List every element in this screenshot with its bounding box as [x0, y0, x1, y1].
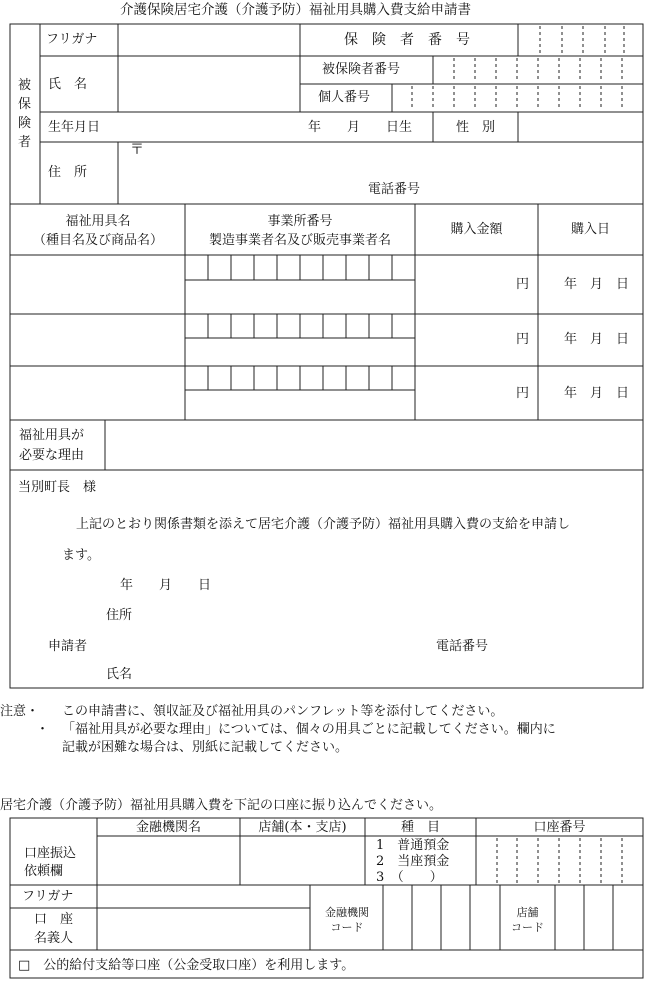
bank-intro: 居宅介護（介護予防）福祉用具購入費を下記の口座に振り込んでください。	[0, 798, 443, 813]
item-header: 福祉用具名	[65, 214, 131, 229]
office-subheader: 製造事業者名及び販売事業者名	[208, 233, 391, 248]
row-date-units: 年 月 日	[564, 386, 630, 401]
reason-input[interactable]	[107, 422, 641, 468]
applicant-label: 申請者	[48, 639, 88, 654]
postal-mark: 〒	[130, 142, 144, 158]
office-header: 事業所番号	[267, 214, 333, 229]
individual-number-input[interactable]	[394, 86, 641, 110]
transfer-label-line2: 依頼欄	[24, 864, 64, 879]
address-label: 住 所	[48, 165, 88, 180]
birth-date-units: 年 月 日生	[308, 120, 413, 135]
branch-input[interactable]	[242, 838, 363, 883]
type-option-ordinary[interactable]: 1 普通預金	[376, 838, 450, 853]
phone-label: 電話番号	[368, 182, 421, 197]
office-name-input[interactable]	[187, 340, 413, 364]
branch-header: 店舗(本・支店)	[258, 820, 347, 835]
office-name-input[interactable]	[187, 392, 413, 418]
name-input[interactable]	[120, 58, 298, 110]
insurer-number-input[interactable]	[520, 26, 641, 54]
individual-number-label: 個人番号	[318, 90, 371, 105]
insured-number-input[interactable]	[435, 58, 641, 82]
phone-input[interactable]	[436, 178, 640, 202]
row-date-units: 年 月 日	[564, 277, 630, 292]
public-account-checkbox-line[interactable]: □ 公的給付支給等口座（公金受取口座）を利用します。	[18, 958, 355, 973]
institution-code-label-line2: コード	[330, 921, 364, 934]
applicant-address-label: 住所	[106, 608, 133, 623]
applicant-phone-label: 電話番号	[436, 639, 489, 654]
holder-label-line1: 口 座	[34, 912, 74, 927]
date-header: 購入日	[570, 222, 610, 237]
type-option-other[interactable]: 3 （ ）	[376, 870, 443, 885]
insurer-number-label: 保 険 者 番 号	[344, 32, 470, 48]
type-option-current[interactable]: 2 当座預金	[376, 854, 450, 869]
holder-label-line2: 名義人	[34, 931, 74, 946]
note-bullet: ・	[36, 722, 50, 737]
birth-date-label: 生年月日	[48, 120, 101, 135]
row-yen: 円	[516, 277, 530, 292]
row-yen: 円	[516, 332, 530, 347]
reason-label-line1: 福祉用具が	[19, 428, 85, 443]
holder-furigana-label: フリガナ	[22, 889, 74, 904]
application-date-units: 年 月 日	[120, 578, 212, 593]
addressee: 当別町長 様	[18, 480, 97, 495]
sex-label: 性 別	[456, 120, 496, 135]
row-yen: 円	[516, 386, 530, 401]
note-2-line2: 記載が困難な場合は、別紙に記載してください。	[62, 740, 349, 755]
institution-header: 金融機関名	[135, 820, 201, 835]
branch-code-label-line2: コード	[511, 921, 544, 934]
sex-input[interactable]	[520, 114, 641, 140]
form-title: 介護保険居宅介護（介護予防）福祉用具購入費支給申請書	[120, 2, 471, 18]
institution-code-input[interactable]	[384, 887, 498, 948]
application-body-line2: ます。	[62, 548, 100, 563]
note-1: この申請書に、領収証及び福祉用具のパンフレット等を添付してください。	[62, 704, 504, 719]
branch-code-input[interactable]	[556, 887, 641, 948]
account-number-input[interactable]	[478, 838, 641, 883]
furigana-input[interactable]	[120, 26, 298, 54]
address-input[interactable]	[150, 144, 640, 174]
item-name-input[interactable]	[12, 316, 183, 364]
item-subheader: （種目名及び商品名）	[32, 233, 163, 248]
insured-number-label: 被保険者番号	[322, 62, 401, 77]
holder-name-input[interactable]	[99, 910, 308, 948]
amount-header: 購入金額	[450, 222, 503, 237]
birth-date-input[interactable]	[120, 114, 310, 140]
item-name-input[interactable]	[12, 257, 183, 312]
applicant-name-label: 氏名	[106, 667, 133, 682]
row-date-units: 年 月 日	[564, 332, 630, 347]
note-2-line1: 「福祉用具が必要な理由」については、個々の用具ごとに記載してください。欄内に	[62, 722, 556, 737]
branch-code-label-line1: 店舗	[516, 906, 539, 919]
institution-code-label-line1: 金融機関	[325, 906, 369, 919]
name-label: 氏 名	[48, 77, 88, 92]
office-name-input[interactable]	[187, 282, 413, 312]
holder-furigana-input[interactable]	[99, 887, 308, 906]
reason-label-line2: 必要な理由	[19, 448, 85, 463]
application-body-line1: 上記のとおり関係書類を添えて居宅介護（介護予防）福祉用具購入費の支給を申請し	[76, 517, 571, 532]
transfer-label-line1: 口座振込	[24, 846, 77, 861]
notes-heading: 注意・	[0, 704, 40, 719]
account-number-header: 口座番号	[533, 820, 586, 835]
institution-input[interactable]	[99, 838, 238, 883]
type-header: 種 目	[400, 820, 440, 835]
furigana-label: フリガナ	[46, 32, 98, 47]
item-name-input[interactable]	[12, 368, 183, 418]
insured-section-label: 被保険者	[18, 78, 32, 150]
